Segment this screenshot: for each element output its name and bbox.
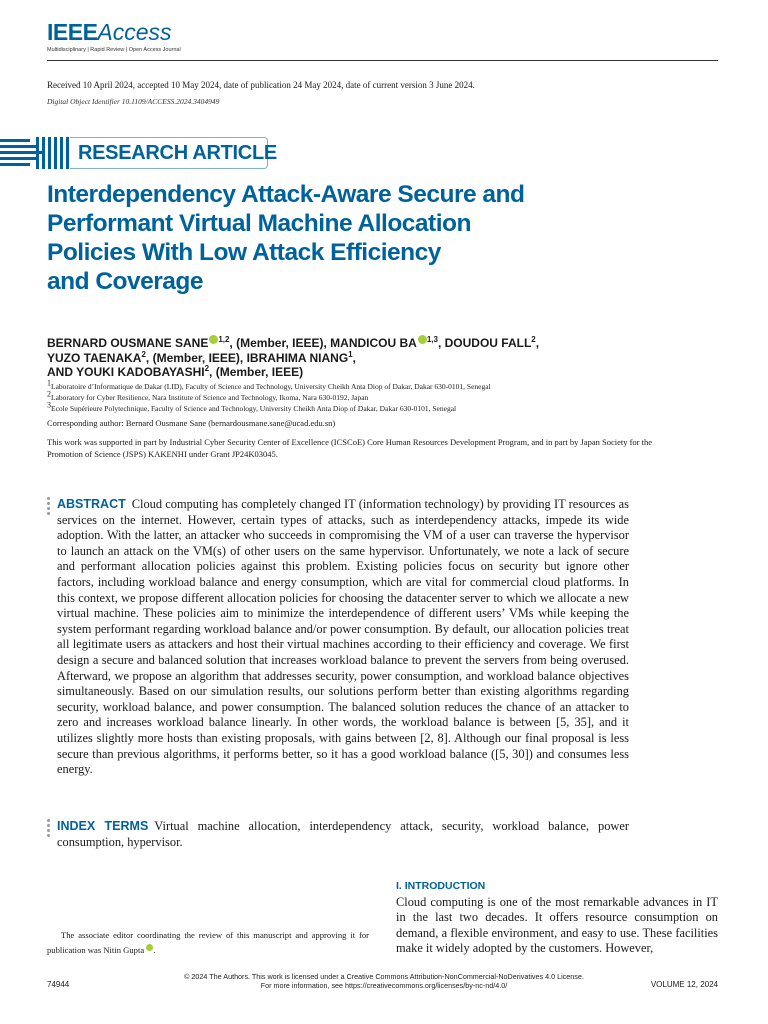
title-line: Performant Virtual Machine Allocation bbox=[47, 210, 471, 237]
editor-note: The associate editor coordinating the review of this manuscript and approving it for publication was Nitin Gupta . bbox=[47, 930, 369, 955]
article-type-label: RESEARCH ARTICLE bbox=[78, 142, 277, 164]
title-line: and Coverage bbox=[47, 268, 204, 295]
author-line: YUZO TAENAKA$^2$, (Member, IEEE), IBRAHIMA NIANG$^1$, bbox=[47, 349, 356, 365]
received-dates: Received 10 April 2024, accepted 10 May 2024, date of publication 24 May 2024, date of current version 3 June 2024. bbox=[47, 80, 475, 90]
logo-wordmark: IEEEAccess bbox=[47, 19, 172, 45]
affiliations bbox=[47, 378, 491, 414]
abstract-text: Cloud computing has completely changed IT (information technology) by providing IT resources as services on the internet. However, certain types of attacks, such as interdependency attacks, impede its wide adoption. With the latter, an attacker who succeeds in compromising the VM of a user can traverse the hypervisor to launch an attack on the VM(s) of other users on the same hypervisor. Unfortunately, we note a lack of secure and performant allocation policies against this problem. Existing policies focus on security but ignore other factors, including workload balance and energy consumption, which are vital for commercial cloud platforms. In this context, we propose different allocation policies for choosing the datacenter server to which we allocate a new virtual machine. These policies aim to minimize the interdependence of different users’ VMs while keeping the system performant regarding workload balance and/or power consumption. By default, our allocation policies treat all legitimate users as attackers and host their virtual machines according to their efficiency and coverage. We first design a secure and balanced solution that increases workload balance to prevent the servers from being overused. Afterward, we propose an algorithm that addresses security, power consumption, and workload balance objectives simultaneously. Based on our simulation results, our solutions perform better than existing algorithms regarding security, workload balance, and power consumption. The balanced solution reduces the chance of an attacker to zero and increases workload balance linearly. In other words, the workload balance is between [5, 35], and it utilizes slightly more hosts than existing proposals, with gains between [2, 8]. Although our final proposal is less secure than previous algorithms, it performs better, so it has a good workload balance ([5, 30]) and consumes less energy. bbox=[57, 497, 629, 777]
abstract-label: ABSTRACT bbox=[57, 497, 126, 511]
logo-tagline: Multidisciplinary | Rapid Review | Open Access Journal bbox=[47, 47, 181, 53]
affiliation: $^2$Laboratory for Cyber Resilience, Nara Institute of Science and Technology, Ikoma, Nara 630-0192, Japan bbox=[47, 389, 369, 402]
volume-label: VOLUME 12, 2024 bbox=[650, 980, 718, 989]
abstract bbox=[57, 497, 629, 778]
funding-note: This work was supported in part by Industrial Cyber Security Center of Excellence (ICSCoE) Core Human Resources Development Program, and in part by Japan Society for the Promotion of Science (JSPS) KAKENHI under Grant JP24K03045. bbox=[47, 437, 653, 459]
author-line: BERNARD OUSMANE SANE $^{1,2}$, (Member, IEEE), MANDICOU BA $^{1,3}$, DOUDOU FALL$^2$, bbox=[47, 335, 540, 350]
journal-logo bbox=[47, 20, 181, 54]
author-list bbox=[47, 335, 667, 380]
banner-stripes-icon bbox=[0, 137, 70, 169]
license-line: © 2024 The Authors. This work is licensed under a Creative Commons Attribution-NonCommercial-NoDerivatives 4.0 License. bbox=[184, 972, 584, 981]
introduction-text: Cloud computing is one of the most remarkable advances in IT in the last two decades. It offers resource consumption on demand, a flexible environment, and easy to use. These facilities make it widely adopted by the customers. However, bbox=[396, 895, 718, 956]
title-line: Policies With Low Attack Efficiency bbox=[47, 239, 441, 266]
section-heading: I. INTRODUCTION bbox=[396, 880, 486, 892]
index-terms bbox=[57, 819, 629, 850]
doi: Digital Object Identifier 10.1109/ACCESS.2024.3404949 bbox=[47, 97, 220, 106]
affiliation: $^3$Ecole Supérieure Polytechnique, Faculty of Science and Technology, University Cheikh Anta Diop of Dakar, Dakar 630-0101, Senegal bbox=[47, 400, 457, 413]
orcid-icon[interactable] bbox=[418, 335, 427, 344]
title-line: Interdependency Attack-Aware Secure and bbox=[47, 181, 525, 208]
index-terms-text: Virtual machine allocation, interdependency attack, security, workload balance, power consumption, hypervisor. bbox=[57, 819, 629, 849]
corresponding-author: Corresponding author: Bernard Ousmane Sane (bernardousmane.sane@ucad.edu.sn) bbox=[47, 418, 336, 428]
abstract-dots-icon bbox=[47, 497, 50, 517]
orcid-icon[interactable] bbox=[209, 335, 218, 344]
header-divider bbox=[47, 60, 718, 61]
page-number: 74944 bbox=[47, 980, 70, 989]
index-terms-label: INDEX TERMS bbox=[57, 819, 149, 833]
author-line: AND YOUKI KADOBAYASHI$^2$, (Member, IEEE) bbox=[47, 364, 304, 379]
index-terms-dots-icon bbox=[47, 819, 50, 839]
affiliation: $^1$Laboratoire d’Informatique de Dakar (LID), Faculty of Science and Technology, University Cheikh Anta Diop of Dakar, Dakar 630-0101, Senegal bbox=[47, 378, 491, 391]
license-link[interactable]: For more information, see https://creativecommons.org/licenses/by-nc-nd/4.0/ bbox=[260, 981, 508, 990]
paper-title bbox=[47, 180, 647, 296]
